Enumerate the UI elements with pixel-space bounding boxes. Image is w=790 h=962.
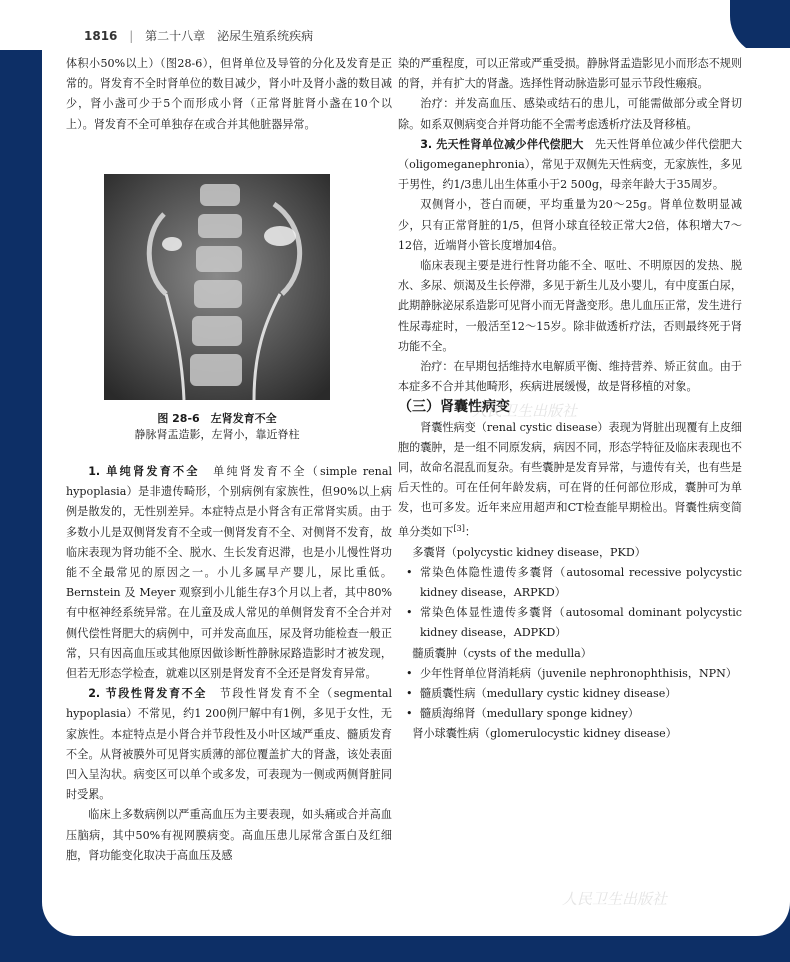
chapter-title: 第二十八章 泌尿生殖系统疾病 xyxy=(145,29,314,43)
section1-heading: 1. 单纯肾发育不全 xyxy=(88,465,200,478)
left-column-lower xyxy=(66,462,392,866)
watermark: 人民卫生出版社 xyxy=(472,402,578,420)
section2-paragraph xyxy=(66,684,392,805)
xray-image xyxy=(104,174,330,400)
bullet-icon: • xyxy=(406,686,413,700)
list-item xyxy=(398,563,742,603)
bullet-icon: • xyxy=(406,707,413,721)
bullet-icon: • xyxy=(406,565,413,579)
intro-paragraph: 体积小50%以上）（图28-6），但肾单位及导管的分化及发育是正常的。肾发育不全时肾单位的数目减少，肾小叶及肾小盏的数目减少，肾小盏可少于5个而形成小肾（正常肾脏肾小盏在10个以上）。肾发育不全可单独存在或合并其他脏器异常。 xyxy=(66,57,392,131)
page xyxy=(42,48,790,936)
figure-xray xyxy=(104,174,330,400)
cystic-intro-text: 肾囊性病变（renal cystic disease）表现为肾脏出现覆有上皮细胞的囊肿，是一组不同原发病，病因不同，形态学特征及临床表现也不同，故命名混乱而复杂。有些囊肿是发育异常，与遗传有关，也有些是后天性的。可在任何年龄发病，可在肾的任何部位形成，囊肿可为单发，也可多发。近年来应用超声和CT检查能早期检出。肾囊性病变简单分类如下 xyxy=(398,420,742,539)
right-p1: 染的严重程度，可以正常或严重受损。静脉肾盂造影见小而形态不规则的肾，并有扩大的肾盏。选择性肾动脉造影可显示节段性瘢痕。 xyxy=(398,57,742,91)
page-number: 1816 xyxy=(84,29,118,43)
section2-paragraph2: 临床上多数病例以严重高血压为主要表现，如头痛或合并高血压脑病，其中50%有视网膜病变。高血压患儿尿常含蛋白及红细胞，肾功能变化取决于高血压及感 xyxy=(66,808,392,862)
figure-caption: 静脉肾盂造影，左肾小，靠近脊柱 xyxy=(134,428,300,441)
section1-paragraph xyxy=(66,462,392,684)
reference-mark: [3] xyxy=(453,523,465,533)
running-header: 1816 | 第二十八章 泌尿生殖系统疾病 xyxy=(84,29,314,43)
list-item-text: 常染色体隐性遗传多囊肾（autosomal recessive polycystic kidney disease，ARPKD） xyxy=(420,565,742,599)
list-item xyxy=(398,664,742,684)
cystic-intro xyxy=(398,418,742,543)
list-item-text: 少年性肾单位肾消耗病（juvenile nephronophthisis，NPN） xyxy=(420,666,737,680)
cystic-intro-end: ： xyxy=(464,525,476,539)
list-item-text: 髓质海绵肾（medullary sponge kidney） xyxy=(420,707,639,721)
list-group-heading: 肾小球囊性病（glomerulocystic kidney disease） xyxy=(412,727,677,741)
left-column xyxy=(66,54,392,135)
section1-body: 单纯肾发育不全（simple renal hypoplasia）是非遗传畸形，个别病例有家族性，但90%以上病例是散发的，无性别差异。本症特点是小肾含有正常肾实质。由于多数小儿是双侧肾发育不全或一侧肾发育不全、对侧肾不发育，故临床表现为肾功能不全、脱水、生长发育迟滞，也是小儿慢性肾功能不全最常见的原因之一。小儿多属早产婴儿，尿比重低。Bernstein 及 Meyer 观察到小儿能生存3个月以上者，其中80%有中枢神经系统异常。在儿童及成人常见的单侧肾发育不全合并对侧代偿性肾肥大的病例中，可并发高血压，尿及肾功能检查一般正常，只有因高血压或其他原因做诊断性静脉尿路造影时才被发现，但若无形态学检查，就难以区别是肾发育不全还是肾发育异常。 xyxy=(66,465,392,681)
section3-p2: 双侧肾小，苍白而硬，平均重量为20～25g。肾单位数明显减少，只有正常肾脏的1/5，但肾小球直径较正常大2倍，体积增大7～12倍，近端肾小管长度增加4倍。 xyxy=(398,198,742,252)
section3-p3: 临床表现主要是进行性肾功能不全、呕吐、不明原因的发热、脱水、多尿、烦渴及生长停滞，多见于新生儿及小婴儿，有中度蛋白尿，此期静脉泌尿系造影可见肾小而无肾盏变形。患儿血压正常，发生进行性尿毒症时，一般活至12～15岁。除非做透析疗法，否则最终死于肾功能不全。 xyxy=(398,259,742,353)
cystic-section-heading: （三）肾囊性病变 xyxy=(398,399,510,416)
list-item xyxy=(398,684,742,704)
section3-p4: 治疗：在早期包括维持水电解质平衡、维持营养、矫正贫血。由于本症多不合并其他畸形，疾病进展缓慢，故是肾移植的对象。 xyxy=(398,360,742,394)
list-item xyxy=(398,603,742,643)
list-group-heading: 多囊肾（polycystic kidney disease，PKD） xyxy=(412,545,646,559)
list-item-text: 髓质囊性病（medullary cystic kidney disease） xyxy=(420,686,677,700)
watermark: 人民卫生出版社 xyxy=(562,890,668,908)
bullet-icon: • xyxy=(406,606,413,620)
section3-paragraph xyxy=(398,135,742,196)
section2-heading: 2. 节段性肾发育不全 xyxy=(88,687,207,701)
bullet-icon: • xyxy=(406,666,413,680)
figure-title: 图 28-6 左肾发育不全 xyxy=(157,412,277,425)
list-item xyxy=(398,704,742,724)
right-p2: 治疗：并发高血压、感染或结石的患儿，可能需做部分或全肾切除。如系双侧病变合并肾功能不全需考虑透析疗法及肾移植。 xyxy=(398,97,742,131)
section3-heading: 3. 先天性肾单位减少伴代偿肥大 xyxy=(420,137,584,151)
section2-body: 节段性肾发育不全（segmental hypoplasia）不常见，约1 200例尸解中有1例，多见于女性，无家族性。本症特点是小肾合并节段性及小叶区域严重皮、髓质发育不全。从肾被膜外可见肾实质薄的部位覆盖扩大的肾盏，该处表面凹入呈沟状。病变区可以单个或多发，可表现为一侧或两侧肾脏同时受累。 xyxy=(66,687,392,802)
list-item-text: 常染色体显性遗传多囊肾（autosomal dominant polycystic kidney disease，ADPKD） xyxy=(420,606,742,640)
list-group-heading: 髓质囊肿（cysts of the medulla） xyxy=(412,646,592,660)
cystic-classification-list xyxy=(398,543,742,745)
section3-body: 先天性肾单位减少伴代偿肥大（oligomeganephronia），常见于双侧先天性病变，无家族性，多见于男性，约1/3患儿出生体重小于2 500g，母亲年龄大于35周岁。 xyxy=(398,137,742,192)
